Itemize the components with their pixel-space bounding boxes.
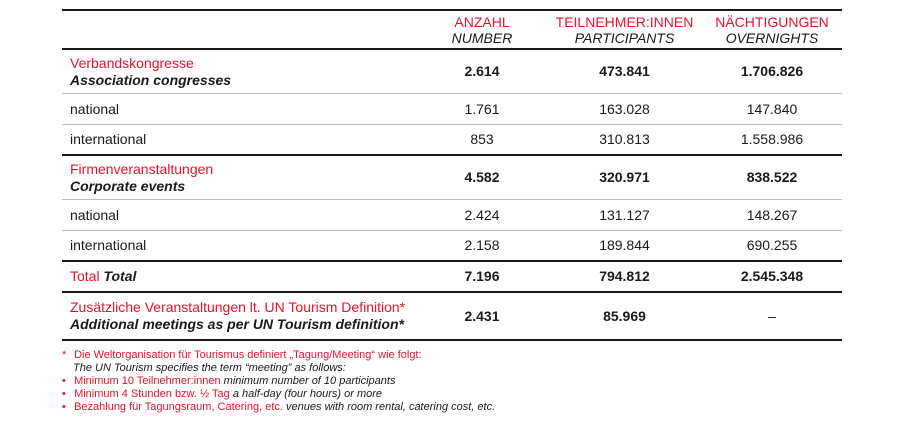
bullet-icon: • — [62, 401, 66, 413]
table-row-corporate-national — [62, 200, 842, 231]
table-header-row — [62, 11, 842, 50]
label-en: Corporate events — [70, 177, 186, 194]
footnote-intro-de-text: Die Weltorganisation für Tourismus definiert „Tagung/Meeting“ wie folgt: — [74, 349, 422, 361]
table-row-association-national — [62, 94, 842, 125]
cell-number: 7.196 — [464, 268, 500, 284]
footnote-item-en: venues with room rental, catering cost, etc. — [286, 401, 496, 413]
header-number-de: ANZAHL — [454, 13, 510, 30]
table-row-corporate — [62, 156, 842, 200]
cell-participants: 85.969 — [603, 307, 646, 324]
table-row-association-international — [62, 125, 842, 156]
header-participants-de: TEILNEHMER:INNEN — [555, 13, 694, 30]
row-label: international — [70, 237, 147, 253]
row-label: national — [70, 100, 120, 117]
footnote-item-de: Minimum 10 Teilnehmer:innen — [74, 375, 221, 387]
header-participants — [547, 11, 702, 48]
footnotes — [62, 349, 495, 414]
footnote-item-de: Bezahlung für Tagungsraum, Catering, etc. — [74, 401, 283, 413]
cell-number: 2.158 — [464, 237, 500, 253]
row-label — [62, 161, 417, 195]
cell-number: 1.761 — [464, 100, 500, 117]
header-overnights-en: OVERNIGHTS — [725, 29, 819, 46]
label-de: Firmenveranstaltungen — [70, 160, 214, 177]
cell-overnights: 838.522 — [746, 169, 798, 185]
cell-number: 2.431 — [464, 307, 500, 324]
cell-participants: 163.028 — [599, 100, 650, 117]
header-overnights-de: NÄCHTIGUNGEN — [715, 13, 829, 30]
table-row-corporate-international — [62, 231, 842, 262]
bullet-icon: • — [62, 375, 66, 387]
label-de: Total — [70, 268, 100, 284]
footnote-item-en: a half-day (four hours) or more — [232, 388, 383, 400]
cell-participants: 310.813 — [599, 131, 650, 147]
row-label — [62, 299, 417, 333]
cell-overnights: 2.545.348 — [740, 268, 804, 284]
row-label: international — [70, 131, 147, 147]
cell-participants: 320.971 — [599, 169, 650, 185]
row-label: national — [70, 206, 120, 223]
table-row-total — [62, 262, 842, 293]
footnote-item — [62, 401, 495, 414]
label-en: Association congresses — [70, 71, 232, 88]
bullet-icon: • — [62, 388, 66, 400]
label-de: Zusätzliche Veranstaltungen lt. UN Tourism Definition* — [70, 299, 406, 315]
cell-number: 2.614 — [464, 63, 500, 79]
header-participants-en: PARTICIPANTS — [574, 29, 675, 46]
table-row-additional — [62, 293, 842, 341]
label-de: Verbandskongresse — [70, 54, 194, 71]
cell-participants: 794.812 — [599, 268, 650, 284]
cell-overnights: 1.706.826 — [740, 63, 804, 79]
row-label — [62, 55, 417, 89]
cell-participants: 189.844 — [599, 237, 650, 253]
cell-participants: 473.841 — [599, 63, 650, 79]
cell-overnights: 148.267 — [746, 206, 798, 223]
header-number-en: NUMBER — [451, 29, 513, 46]
cell-overnights: – — [768, 307, 776, 324]
statistics-table — [62, 9, 842, 341]
row-label — [62, 268, 417, 285]
header-overnights — [702, 11, 842, 48]
footnote-intro-de — [62, 349, 495, 362]
header-number — [417, 11, 547, 48]
footnote-item-de: Minimum 4 Stunden bzw. ½ Tag — [74, 388, 230, 400]
cell-number: 2.424 — [464, 206, 500, 223]
cell-overnights: 1.558.986 — [740, 131, 804, 147]
footnote-intro-en: The UN Tourism specifies the term “meeting” as follows: — [73, 362, 346, 374]
label-en: Additional meetings as per UN Tourism definition* — [70, 316, 404, 332]
cell-overnights: 147.840 — [746, 100, 798, 117]
cell-participants: 131.127 — [599, 206, 650, 223]
footnote-item — [62, 375, 495, 388]
cell-number: 4.582 — [464, 169, 500, 185]
label-en: Total — [103, 268, 137, 284]
table-row-association — [62, 50, 842, 94]
cell-overnights: 690.255 — [746, 237, 798, 253]
footnote-star: * — [62, 349, 67, 361]
footnote-item-en: minimum number of 10 participants — [223, 375, 396, 387]
footnote-item — [62, 388, 495, 401]
header-empty-cell — [62, 11, 417, 48]
cell-number: 853 — [470, 131, 494, 147]
